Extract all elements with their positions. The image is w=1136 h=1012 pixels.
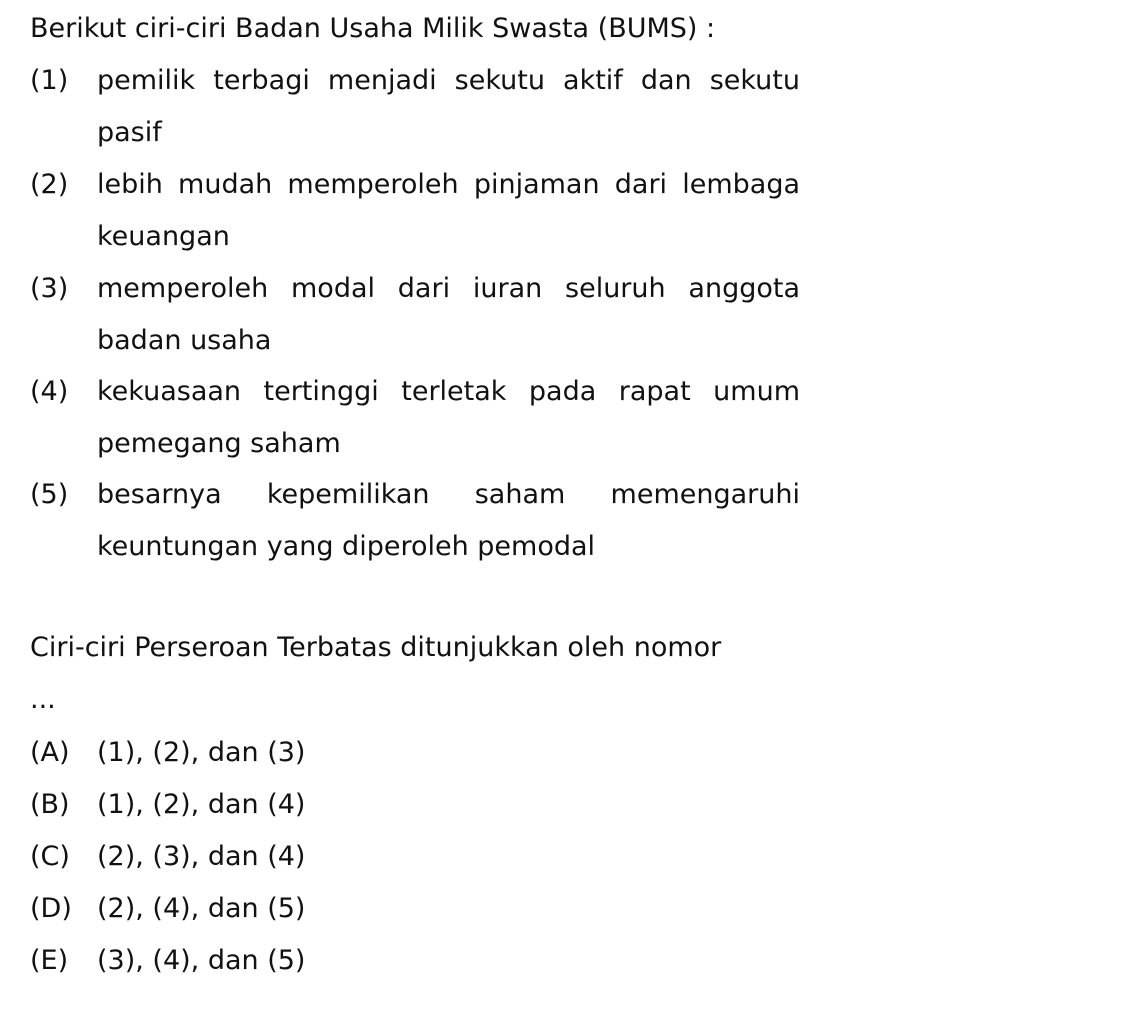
- question-text: Ciri-ciri Perseroan Terbatas ditunjukkan oleh nomor: [30, 632, 722, 663]
- option-text: (3), (4), dan (5): [97, 945, 306, 976]
- statement-text: kekuasaan tertinggi terletak pada rapat umum pemegang saham: [97, 376, 800, 459]
- option-text: (2), (3), dan (4): [97, 841, 306, 872]
- option-label: (E): [30, 945, 69, 976]
- statement-number: (1): [30, 65, 69, 96]
- option-text: (1), (2), dan (3): [97, 737, 306, 768]
- statement-number: (4): [30, 376, 69, 407]
- option-label: (C): [30, 841, 70, 872]
- option-text: (2), (4), dan (5): [97, 893, 306, 924]
- option-text: (1), (2), dan (4): [97, 789, 306, 820]
- question-ellipsis: ...: [30, 684, 56, 715]
- option-label: (D): [30, 893, 72, 924]
- intro-text: Berikut ciri-ciri Badan Usaha Milik Swasta (BUMS) :: [30, 13, 716, 44]
- statement-text: lebih mudah memperoleh pinjaman dari lembaga keuangan: [97, 169, 800, 252]
- statement-text: besarnya kepemilikan saham memengaruhi keuntungan yang diperoleh pemodal: [97, 479, 800, 562]
- statement-text: memperoleh modal dari iuran seluruh anggota badan usaha: [97, 273, 800, 356]
- statement-number: (3): [30, 273, 69, 304]
- statement-number: (2): [30, 169, 69, 200]
- statement-text: pemilik terbagi menjadi sekutu aktif dan sekutu pasif: [97, 65, 800, 148]
- option-label: (A): [30, 737, 70, 768]
- statement-number: (5): [30, 479, 69, 510]
- option-label: (B): [30, 789, 70, 820]
